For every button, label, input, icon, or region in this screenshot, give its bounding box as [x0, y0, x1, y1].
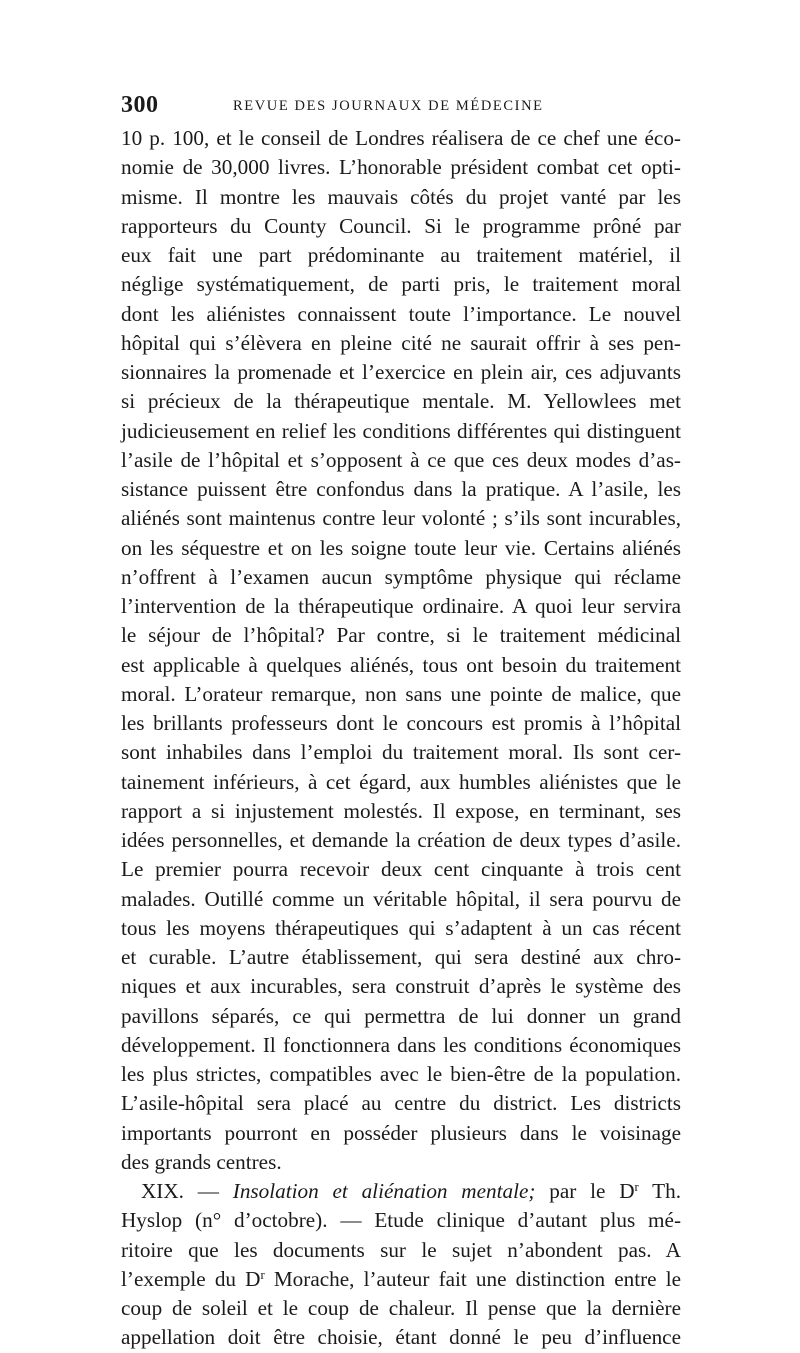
text-line: 10 p. 100, et le conseil de Londres réalisera de ce chef une éco- — [121, 126, 681, 150]
text-line: L’asile-hôpital sera placé au centre du district. Les districts — [121, 1091, 681, 1116]
text-line — [121, 1265, 681, 1294]
text-line: appellation doit être choisie, étant donné le peu d’influence — [121, 1325, 681, 1350]
text-line: eux fait une part prédominante au traitement matériel, il — [121, 243, 681, 267]
text-line: nomie de 30,000 livres. L’honorable président combat cet opti- — [121, 155, 681, 180]
text-line: idées personnelles, et demande la création de deux types d’asile. — [121, 828, 681, 852]
text-line: l’asile de l’hôpital et s’opposent à ce que ces deux modes d’as- — [121, 447, 681, 472]
text-line: les plus strictes, compatibles avec le bien-être de la population. — [121, 1062, 681, 1086]
text-line: hôpital qui s’élèvera en pleine cité ne saurait offrir à ses pen- — [121, 330, 681, 355]
text-line: Hyslop (n° d’octobre). — Etude clinique d’autant plus mé- — [121, 1208, 681, 1233]
text-line: développement. Il fonctionnera dans les conditions économiques — [121, 1032, 681, 1057]
text-line: moral. L’orateur remarque, non sans une pointe de malice, que — [121, 681, 681, 706]
body-text — [121, 124, 681, 1353]
text-fragment: Morache, l’auteur fait une distinction entre le — [264, 1266, 682, 1291]
text-line: Le premier pourra recevoir deux cent cinquante à trois cent — [121, 857, 681, 882]
section-number: XIX. — — [141, 1179, 219, 1203]
text-line: judicieusement en relief les conditions différentes qui distinguent — [121, 418, 681, 443]
text-line: importants pourront en posséder plusieurs dans le voisinage — [121, 1120, 681, 1145]
page-header — [121, 92, 681, 118]
section-byline-sup: r — [634, 1180, 639, 1195]
text-line: sont inhabiles dans l’emploi du traitement moral. Ils sont cer- — [121, 740, 681, 765]
text-line: les brillants professeurs dont le concours est promis à l’hôpital — [121, 711, 681, 735]
text-line: l’intervention de la thérapeutique ordinaire. A quoi leur servira — [121, 594, 681, 618]
text-line: misme. Il montre les mauvais côtés du projet vanté par les — [121, 184, 681, 209]
text-line: est applicable à quelques aliénés, tous ont besoin du traitement — [121, 652, 681, 677]
text-line: aliénés sont maintenus contre leur volonté ; s’ils sont incurables, — [121, 506, 681, 531]
text-line: malades. Outillé comme un véritable hôpital, il sera pourvu de — [121, 886, 681, 911]
paragraph-end-line: des grands centres. — [121, 1149, 282, 1174]
running-title: REVUE DES JOURNAUX DE MÉDECINE — [233, 98, 544, 114]
superscript: r — [260, 1267, 265, 1282]
text-line: rapporteurs du County Council. Si le programme prôné par — [121, 213, 681, 238]
section-title: Insolation et aliénation mentale; — [232, 1179, 536, 1203]
text-line: si précieux de la thérapeutique mentale. M. Yellowlees met — [121, 389, 681, 414]
text-line: n’offrent à l’examen aucun symptôme physique qui réclame — [121, 564, 681, 589]
page-number: 300 — [121, 92, 159, 118]
text-line: tous les moyens thérapeutiques qui s’adaptent à un cas récent — [121, 915, 681, 940]
text-line: rapport a si injustement molestés. Il expose, en terminant, ses — [121, 798, 681, 823]
text-line: sistance puissent être confondus dans la pratique. A l’asile, les — [121, 477, 681, 501]
section-byline-prefix: par le D — [549, 1179, 635, 1203]
text-line: pavillons séparés, ce qui permettra de lui donner un grand — [121, 1003, 681, 1028]
section-byline-name: Th. — [652, 1179, 682, 1203]
section-heading-line — [121, 1177, 681, 1206]
text-line: on les séquestre et on les soigne toute leur vie. Certains aliénés — [121, 535, 681, 560]
text-line: tainement inférieurs, à cet égard, aux humbles aliénistes que le — [121, 769, 681, 794]
text-line: ritoire que les documents sur le sujet n’abondent pas. A — [121, 1237, 681, 1262]
text-line: coup de soleil et le coup de chaleur. Il pense que la dernière — [121, 1296, 681, 1320]
text-line: néglige systématiquement, de parti pris, le traitement moral — [121, 272, 681, 297]
text-line: et curable. L’autre établissement, qui sera destiné aux chro- — [121, 945, 681, 969]
text-line: niques et aux incurables, sera construit d’après le système des — [121, 974, 681, 999]
text-line: le séjour de l’hôpital? Par contre, si le traitement médicinal — [121, 623, 681, 648]
text-line: dont les aliénistes connaissent toute l’importance. Le nouvel — [121, 301, 681, 326]
text-fragment: l’exemple du D — [121, 1266, 261, 1291]
text-line: sionnaires la promenade et l’exercice en plein air, ces adjuvants — [121, 360, 681, 384]
